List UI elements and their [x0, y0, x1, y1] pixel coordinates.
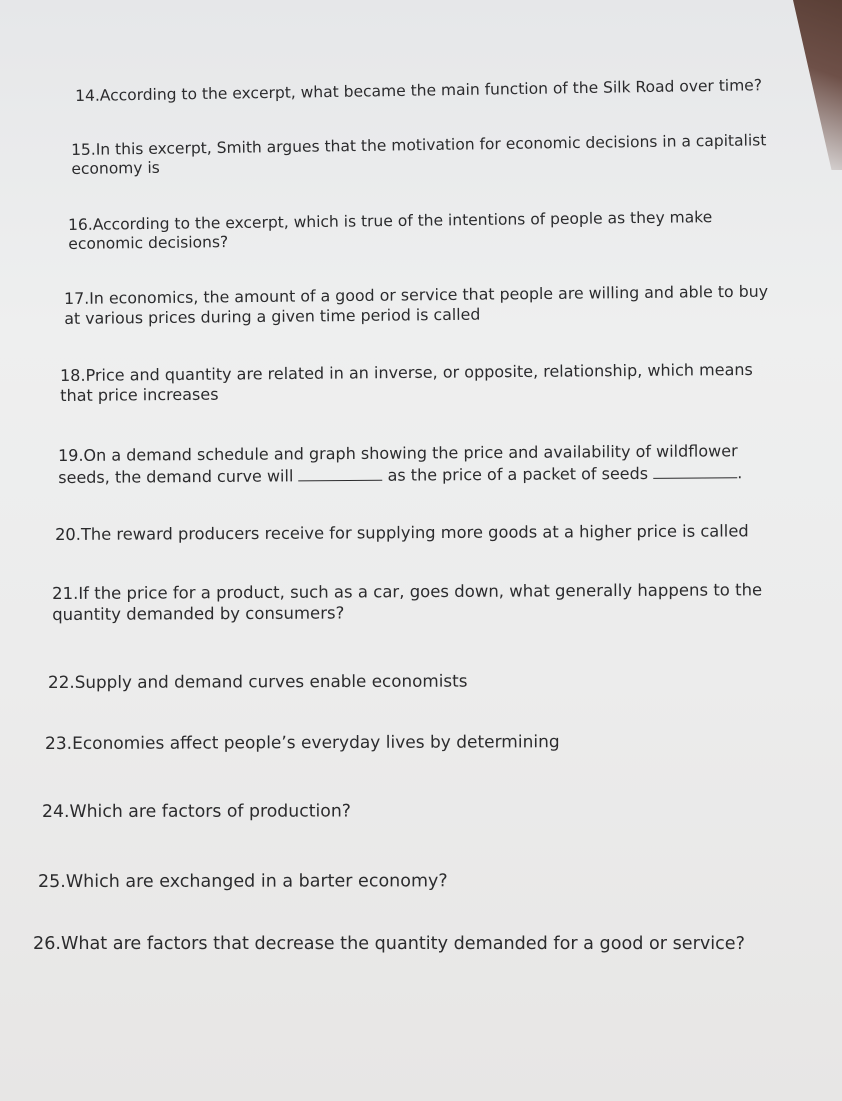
- answer-blank-1[interactable]: [298, 464, 382, 482]
- question-18: [60, 360, 753, 406]
- question-16: [68, 208, 713, 255]
- question-22: [48, 671, 468, 693]
- question-14: [75, 76, 762, 106]
- question-14-text: 14.According to the excerpt, what became the main function of the Silk Road over time?: [75, 76, 763, 105]
- question-21: [52, 580, 762, 625]
- question-17-line-2: at various prices during a given time period is called: [64, 304, 481, 328]
- question-16-line-1: 16.According to the excerpt, which is true of the intentions of people as they make: [68, 208, 713, 234]
- question-26: [33, 934, 745, 956]
- question-15-line-1: 15.In this excerpt, Smith argues that the motivation for economic decisions in a capitalist: [71, 131, 767, 159]
- question-19-period: .: [737, 463, 743, 483]
- question-24: [42, 801, 351, 823]
- question-22-text: 22.Supply and demand curves enable economists: [48, 670, 468, 692]
- background-corner: [772, 0, 842, 170]
- question-20-text: 20.The reward producers receive for supplying more goods at a higher price is called: [55, 521, 749, 544]
- question-18-line-1: 18.Price and quantity are related in an inverse, or opposite, relationship, which means: [60, 359, 753, 385]
- question-26-text: 26.What are factors that decrease the quantity demanded for a good or service?: [33, 934, 745, 954]
- question-25-text: 25.Which are exchanged in a barter economy?: [38, 871, 448, 892]
- question-24-text: 24.Which are factors of production?: [42, 801, 351, 822]
- question-19-line-2-part-2: as the price of a packet of seeds: [387, 463, 649, 485]
- question-15-line-2: economy is: [71, 159, 160, 179]
- question-25: [38, 871, 448, 894]
- question-17-line-1: 17.In economics, the amount of a good or service that people are willing and able to buy: [64, 281, 769, 308]
- question-21-line-1: 21.If the price for a product, such as a car, goes down, what generally happens to the: [52, 580, 763, 603]
- question-23-text: 23.Economies affect people’s everyday lives by determining: [45, 732, 560, 754]
- question-19-line-2-part-1: seeds, the demand curve will: [58, 466, 294, 487]
- question-19-line-1: 19.On a demand schedule and graph showing the price and availability of wildflower: [58, 441, 738, 465]
- question-23: [45, 732, 560, 755]
- question-20: [55, 521, 749, 545]
- question-19: [58, 441, 742, 488]
- question-21-line-2: quantity demanded by consumers?: [52, 603, 345, 624]
- answer-blank-2[interactable]: [653, 461, 737, 479]
- question-16-line-2: economic decisions?: [68, 233, 229, 254]
- question-19-line-2: [58, 461, 742, 488]
- question-18-line-2: that price increases: [60, 384, 219, 405]
- question-15: [71, 131, 767, 179]
- question-17: [64, 282, 768, 329]
